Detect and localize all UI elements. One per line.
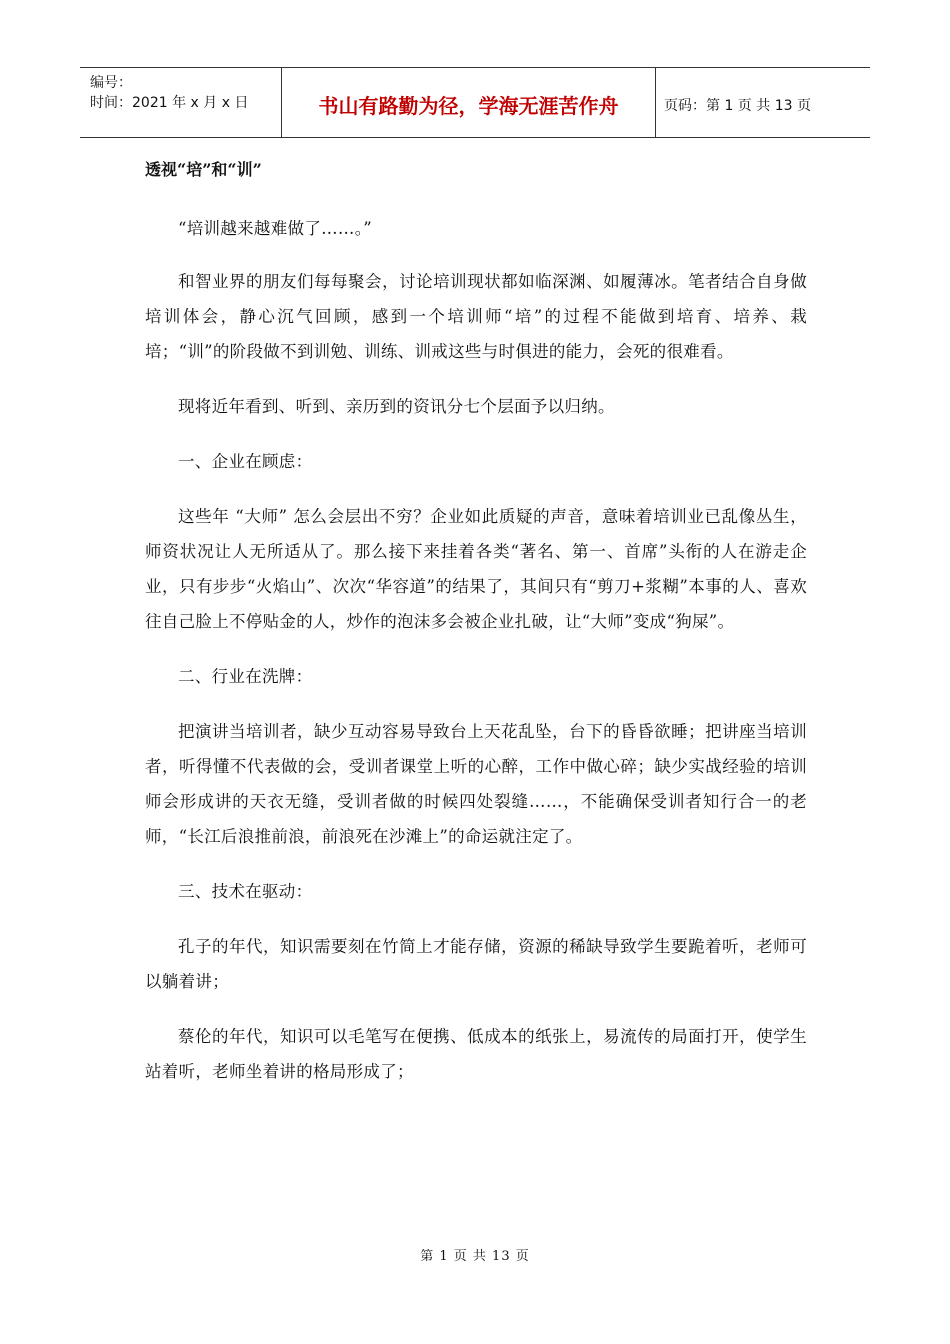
document-code-label: 编号：: [90, 75, 132, 91]
document-header: [80, 67, 870, 138]
paragraph-quote: “培训越来越难做了……。”: [178, 219, 373, 238]
paragraph-intro: 和智业界的朋友们每每聚会，讨论培训现状都如临深渊、如履薄冰。笔者结合自身做培训体会，静心沉气回顾，感到一个培训师“培”的过程不能做到培育、培养、栽培；“训”的阶段做不到训勉、训练、训戒这些与时俱进的能力，会死的很难看。: [145, 272, 807, 361]
header-motto: 书山有路勤为径，学海无涯苦作舟: [318, 94, 619, 118]
header-page-cell: [656, 68, 870, 137]
page-footer: [0, 1245, 950, 1264]
paragraph-summary: 现将近年看到、听到、亲历到的资讯分七个层面予以归纳。: [178, 397, 615, 416]
document-title: 透视“培”和“训”: [145, 160, 262, 179]
section-heading-2: 二、行业在洗牌：: [178, 667, 313, 686]
paragraph-section-1: 这些年 “大师” 怎么会层出不穷？企业如此质疑的声音，意味着培训业已乱像丛生，师资状况让人无所适从了。那么接下来挂着各类“著名、第一、首席”头衔的人在游走企业，只有步步“火焰山”、次次“华容道”的结果了，其间只有“剪刀+浆糊”本事的人、喜欢往自己脸上不停贴金的人，炒作的泡沫多会被企业扎破，让“大师”变成“狗屎”。: [145, 507, 807, 631]
paragraph-cailun: 蔡伦的年代，知识可以毛笔写在便携、低成本的纸张上，易流传的局面打开，使学生站着听，老师坐着讲的格局形成了；: [145, 1027, 807, 1081]
header-page-info: 页码：第 1 页 共 13 页: [664, 97, 811, 114]
section-heading-3: 三、技术在驱动：: [178, 882, 313, 901]
paragraph-section-2: 把演讲当培训者，缺少互动容易导致台上天花乱坠，台下的昏昏欲睡；把讲座当培训者，听得懂不代表做的会，受训者课堂上听的心醉，工作中做心碎；缺少实战经验的培训师会形成讲的天衣无缝，受训者做的时候四处裂缝……，不能确保受训者知行合一的老师，“长江后浪推前浪，前浪死在沙滩上”的命运就注定了。: [145, 722, 807, 846]
section-heading-1: 一、企业在顾虑：: [178, 452, 313, 471]
header-meta-cell: [80, 68, 282, 137]
paragraph-confucius: 孔子的年代，知识需要刻在竹简上才能存储，资源的稀缺导致学生要跪着听，老师可以躺着讲；: [145, 937, 807, 991]
document-date: 时间：2021 年 x 月 x 日: [90, 95, 249, 111]
header-motto-cell: [282, 68, 656, 137]
document-body: [145, 155, 807, 1089]
footer-page-number: 第 1 页 共 13 页: [420, 1249, 530, 1264]
